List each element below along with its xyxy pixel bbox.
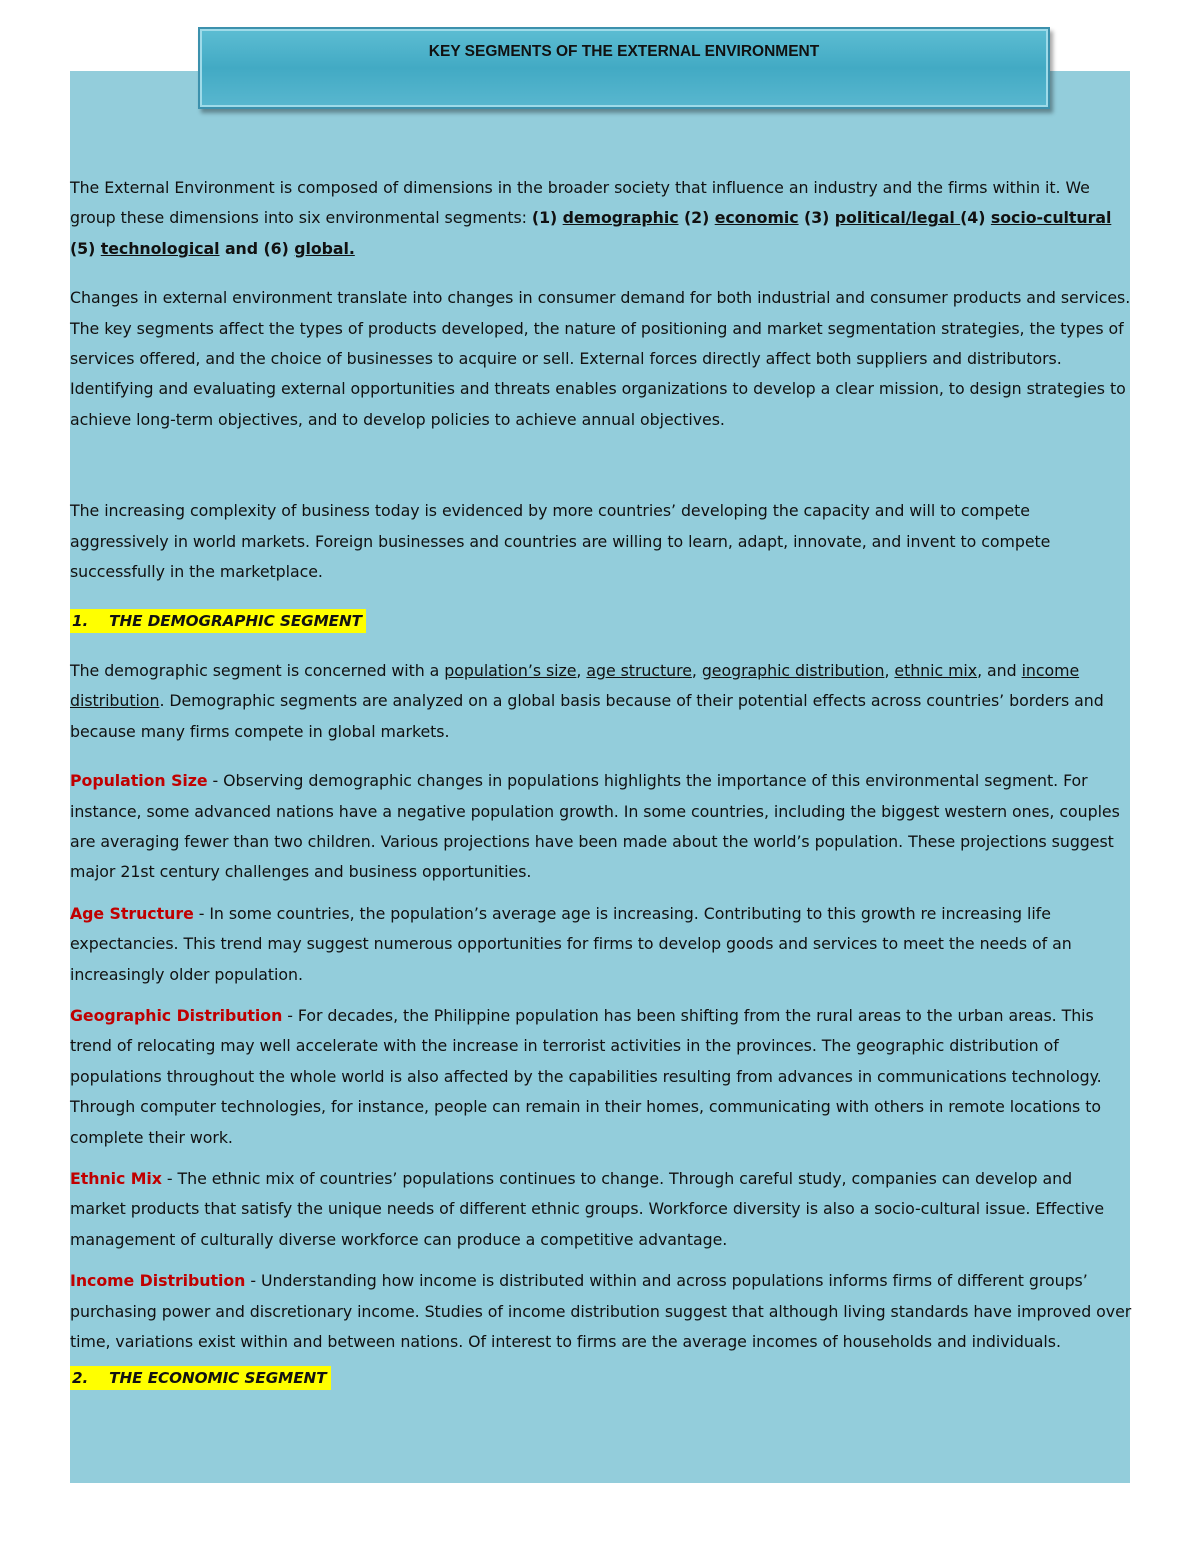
num-5: (5) [70, 238, 101, 258]
comma-and: , and [977, 660, 1022, 680]
comma: , [576, 660, 587, 680]
heading-economic-text: 2. THE ECONOMIC SEGMENT [70, 1366, 331, 1390]
paragraph-complexity: The increasing complexity of business today is evidenced by more countries’ developing the capacity and will to compete aggressively in world markets. Foreign businesses and countries are willing to learn, adapt, innovate, and invent to compete successfully in the marketplace. [70, 501, 1051, 582]
paragraph-external-changes: Changes in external environment translate into changes in consumer demand for both industrial and consumer products and services. The key segments affect the types of products developed, the nature of positioning and market segmentation strategies, the types of services offered, and the choice of businesses to acquire or sell. External forces directly affect both suppliers and distributors. Identifying and evaluating external opportunities and threats enables organizations to develop a clear mission, to design strategies to achieve long-term objectives, and to develop policies to achieve annual objectives. [70, 288, 1131, 429]
item-text: - The ethnic mix of countries’ populations continues to change. Through careful study, companies can develop and market products that satisfy the unique needs of different ethnic groups. Workforce diversity is also a socio-cultural issue. Effective management of culturally diverse workforce can produce a competitive advantage. [70, 1168, 1105, 1249]
num-2: (2) [678, 208, 715, 228]
heading-demographic-text: 1. THE DEMOGRAPHIC SEGMENT [70, 609, 366, 633]
item-income-distribution [70, 1266, 1132, 1357]
item-term: Age Structure [70, 903, 194, 923]
segment-socio-cultural: socio-cultural [990, 208, 1112, 228]
intro-text: The External Environment is composed of dimensions in the broader society that influence an industry and the firms within it. We group these dimensions into six environmental segments: [70, 178, 1090, 228]
segment-technological: technological [100, 238, 220, 258]
item-ethnic-mix [70, 1164, 1132, 1255]
comma: , [884, 660, 895, 680]
item-text: - For decades, the Philippine population has been shifting from the rural areas to the urban areas. This trend of relocating may well accelerate with the increase in terrorist activities in the provinces. The geographic distribution of populations throughout the whole world is also affected by the capabilities resulting from advances in communications technology. Through computer technologies, for instance, people can remain in their homes, communicating with others in remote locations to complete their work. [70, 1005, 1102, 1147]
segment-economic: economic [714, 208, 799, 228]
num-3: (3) [798, 208, 835, 228]
segment-demographic: demographic [562, 208, 679, 228]
term-geographic-distribution: geographic distribution [701, 660, 885, 680]
item-term: Population Size [70, 771, 208, 791]
num-6: (6) [263, 238, 295, 258]
num-4: (4) [960, 208, 991, 228]
item-text: - In some countries, the population’s average age is increasing. Contributing to this growth re increasing life expectancies. This trend may suggest numerous opportunities for firms to develop goods and services to meet the needs of an increasingly older population. [70, 903, 1072, 984]
term-age-structure: age structure [586, 660, 692, 680]
comma: , [691, 660, 702, 680]
paragraph-demographic [70, 656, 1132, 747]
and-text: and [219, 238, 264, 258]
intro-paragraph [70, 173, 1132, 264]
item-text: - Observing demographic changes in populations highlights the importance of this environmental segment. For instance, some advanced nations have a negative population growth. In some countries, including the biggest western ones, couples are averaging fewer than two children. Various projections have been made about the world’s population. These projections suggest major 21st century challenges and business opportunities. [70, 771, 1120, 882]
item-geographic-distribution [70, 1001, 1132, 1153]
term-population-size: population’s size [444, 660, 577, 680]
demo-text: The demographic segment is concerned with a [70, 660, 445, 680]
term-income-distribution: income distribution [70, 660, 1080, 711]
item-term: Income Distribution [70, 1271, 246, 1291]
num-1: (1) [531, 208, 563, 228]
heading-economic [70, 1363, 1132, 1393]
item-age-structure [70, 899, 1132, 990]
page-title: KEY SEGMENTS OF THE EXTERNAL ENVIRONMENT [428, 43, 820, 60]
item-text: - Understanding how income is distributed within and across populations informs firms of different groups’ purchasing power and discretionary income. Studies of income distribution suggest that although living standards have improved over time, variations exist within and between nations. Of interest to firms are the average incomes of households and individuals. [70, 1271, 1132, 1351]
title-banner [198, 27, 1050, 109]
item-term: Ethnic Mix [70, 1168, 162, 1188]
item-population-size [70, 766, 1132, 888]
spacer [70, 454, 1132, 496]
document-body [70, 173, 1132, 1413]
heading-demographic [70, 606, 1132, 636]
segment-political-legal: political/legal [834, 208, 961, 228]
term-ethnic-mix: ethnic mix [894, 660, 978, 680]
demo-text-end: . Demographic segments are analyzed on a global basis because of their potential effects across countries’ borders and because many firms compete in global markets. [70, 691, 1104, 741]
segment-global: global. [294, 238, 355, 258]
item-term: Geographic Distribution [70, 1005, 283, 1025]
